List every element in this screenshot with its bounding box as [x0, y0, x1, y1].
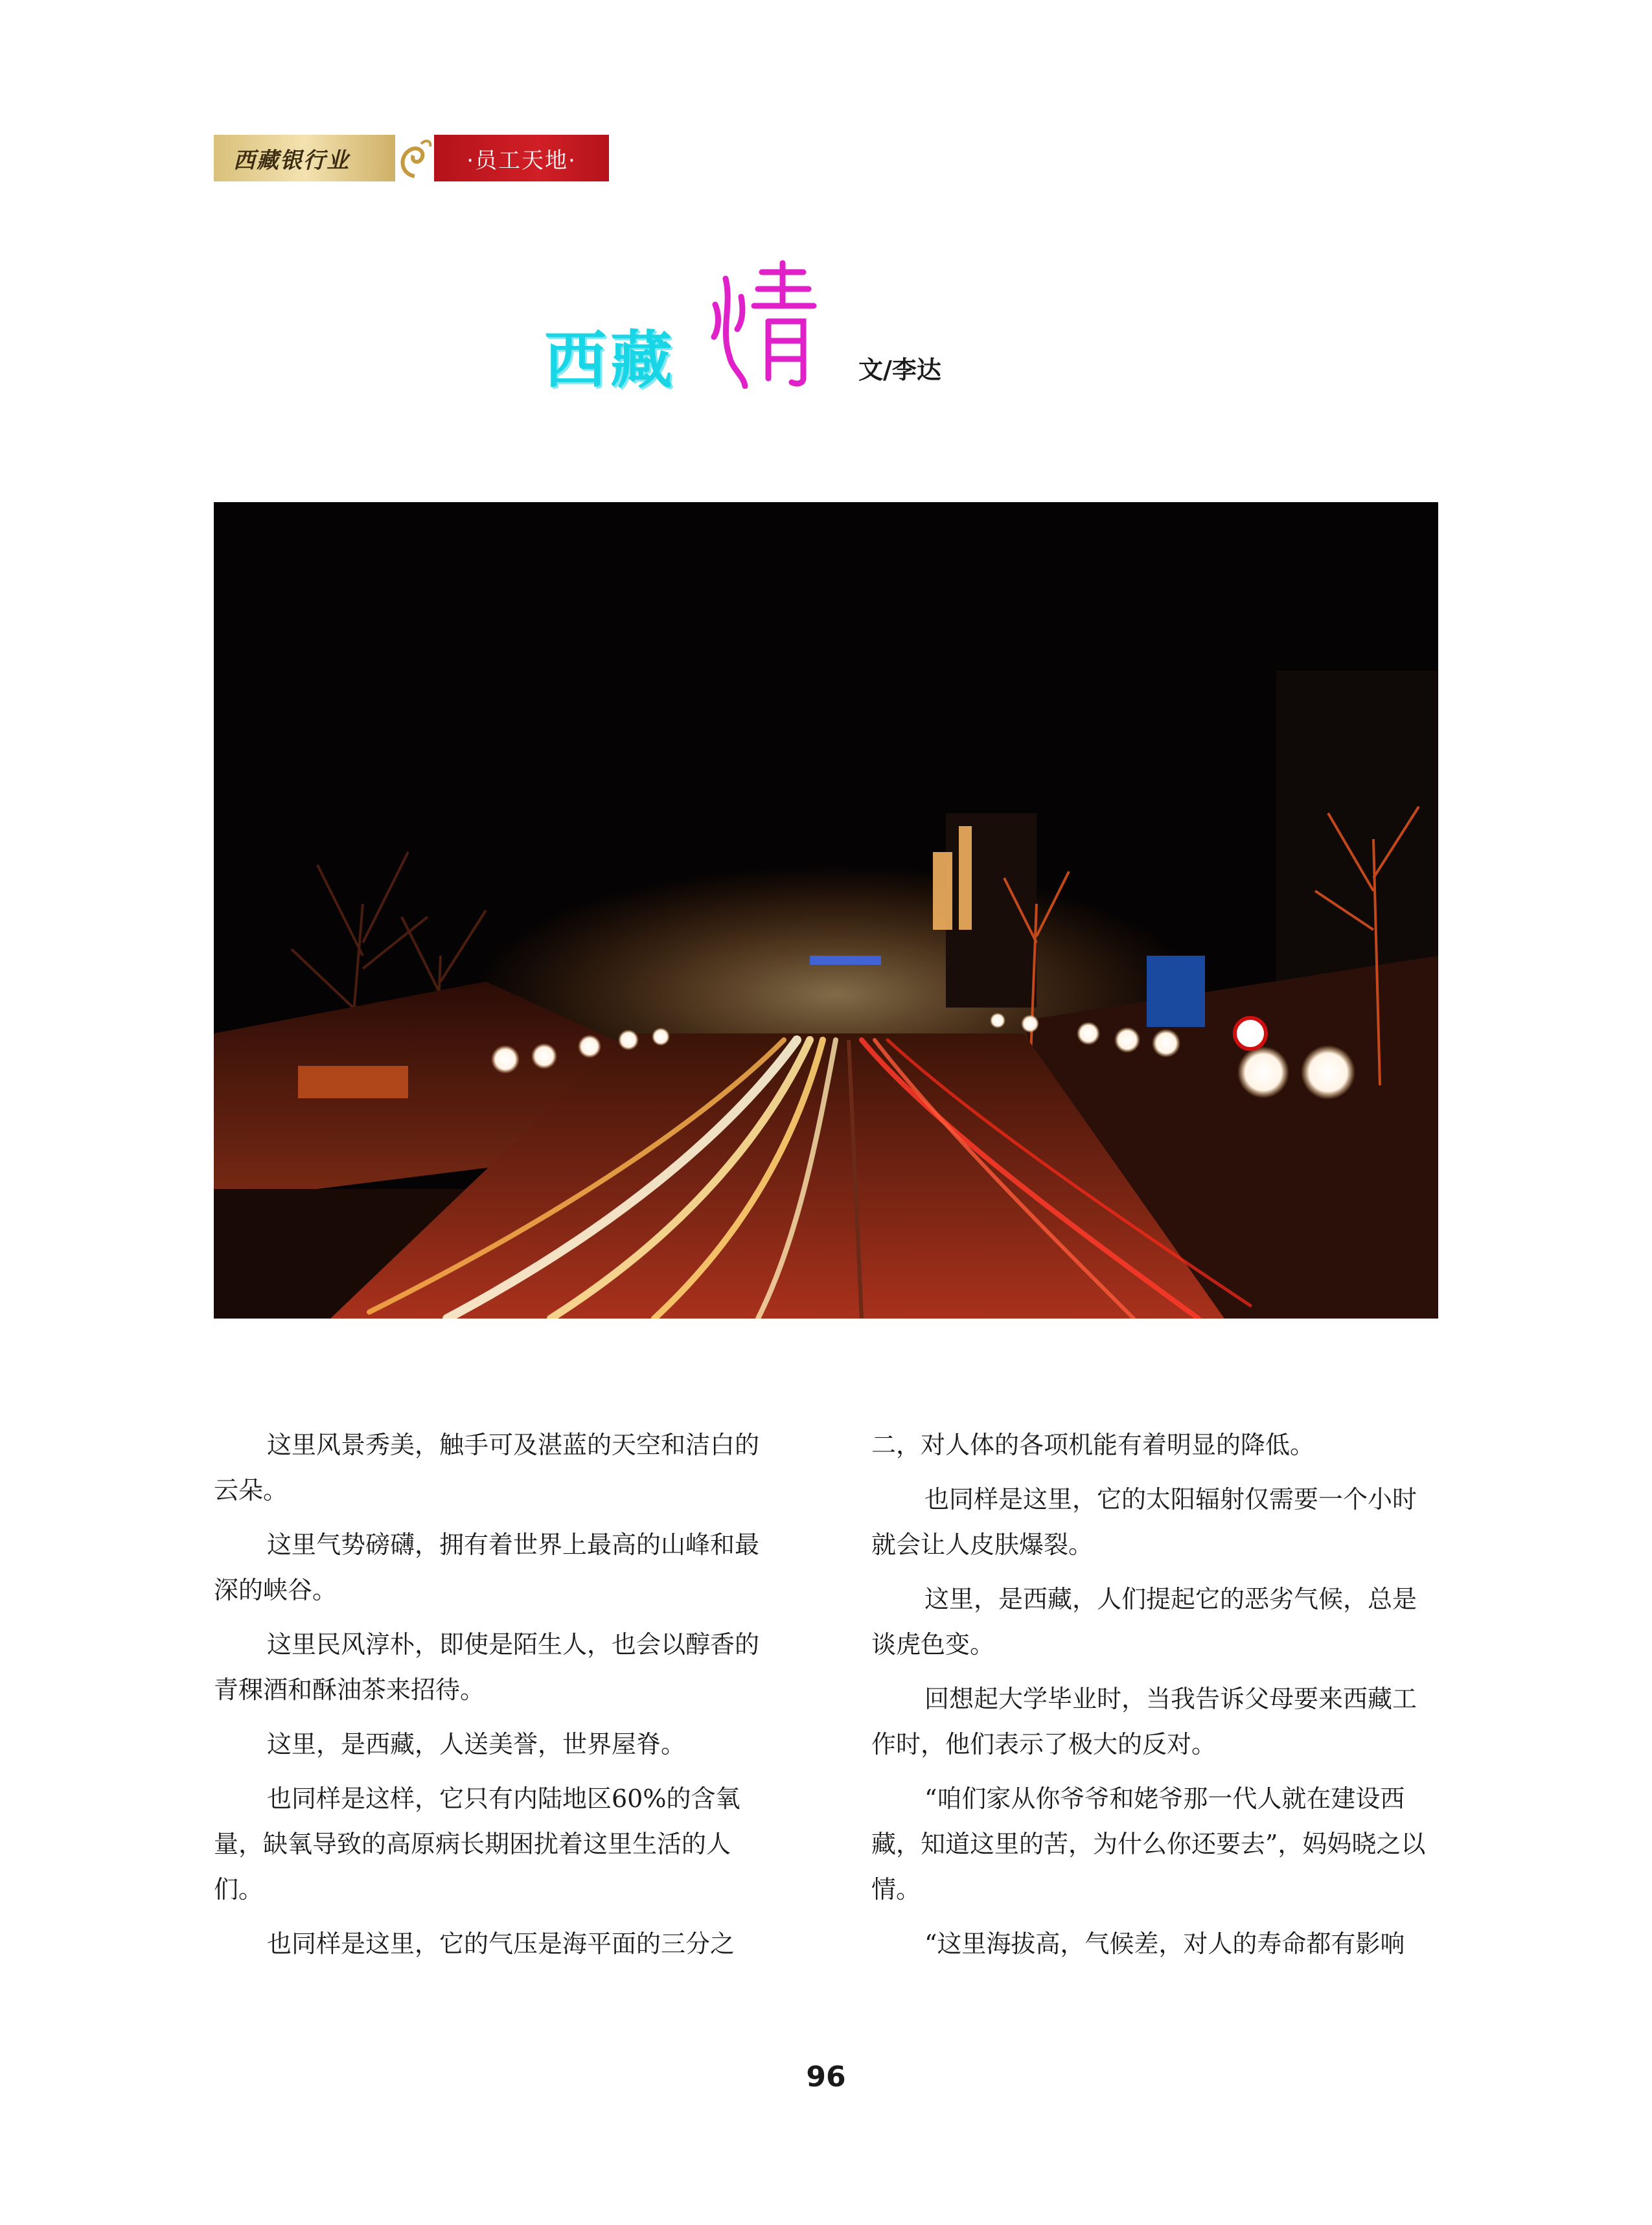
paragraph: 回想起大学毕业时，当我告诉父母要来西藏工作时，他们表示了极大的反对。 — [871, 1685, 1417, 1758]
paragraph: 这里民风淳朴，即使是陌生人，也会以醇香的青稞酒和酥油茶来招待。 — [214, 1630, 760, 1704]
banner-brand: 西藏银行业 — [214, 135, 395, 181]
paragraph: “这里海拔高，气候差，对人的寿命都有影响 — [924, 1930, 1405, 1958]
paragraph-continuation: 二，对人体的各项机能有着明显的降低。 — [871, 1431, 1315, 1459]
paragraph: 也同样是这里，它的气压是海平面的三分之 — [267, 1930, 735, 1958]
paragraph: 这里，是西藏，人们提起它的恶劣气候，总是谈虎色变。 — [871, 1585, 1417, 1659]
body-column-right — [871, 1422, 1435, 1976]
paragraph: 也同样是这里，它的太阳辐射仅需要一个小时就会让人皮肤爆裂。 — [871, 1485, 1417, 1559]
body-column-left — [214, 1422, 777, 1976]
paragraph: “咱们家从你爷爷和姥爷那一代人就在建设西藏，知道这里的苦，为什么你还要去”，妈妈晓之以情。 — [871, 1784, 1426, 1904]
seal-script-qing-icon — [706, 259, 829, 391]
paragraph: 这里，是西藏，人送美誉，世界屋脊。 — [267, 1730, 686, 1758]
paragraph: 这里气势磅礴，拥有着世界上最高的山峰和最深的峡谷。 — [214, 1530, 760, 1604]
byline: 文/李达 — [858, 356, 941, 384]
swirl-ornament-icon — [395, 135, 434, 181]
night-street-photo — [214, 502, 1438, 1319]
paragraph: 这里风景秀美，触手可及湛蓝的天空和洁白的云朵。 — [214, 1431, 760, 1504]
section-banner — [214, 135, 609, 181]
banner-section: ·员工天地· — [434, 135, 609, 181]
page-number: 96 — [806, 2060, 846, 2093]
title-text: 西藏 — [544, 324, 676, 397]
paragraph: 也同样是这样，它只有内陆地区60%的含氧量，缺氧导致的高原病长期困扰着这里生活的人们。 — [214, 1784, 740, 1904]
